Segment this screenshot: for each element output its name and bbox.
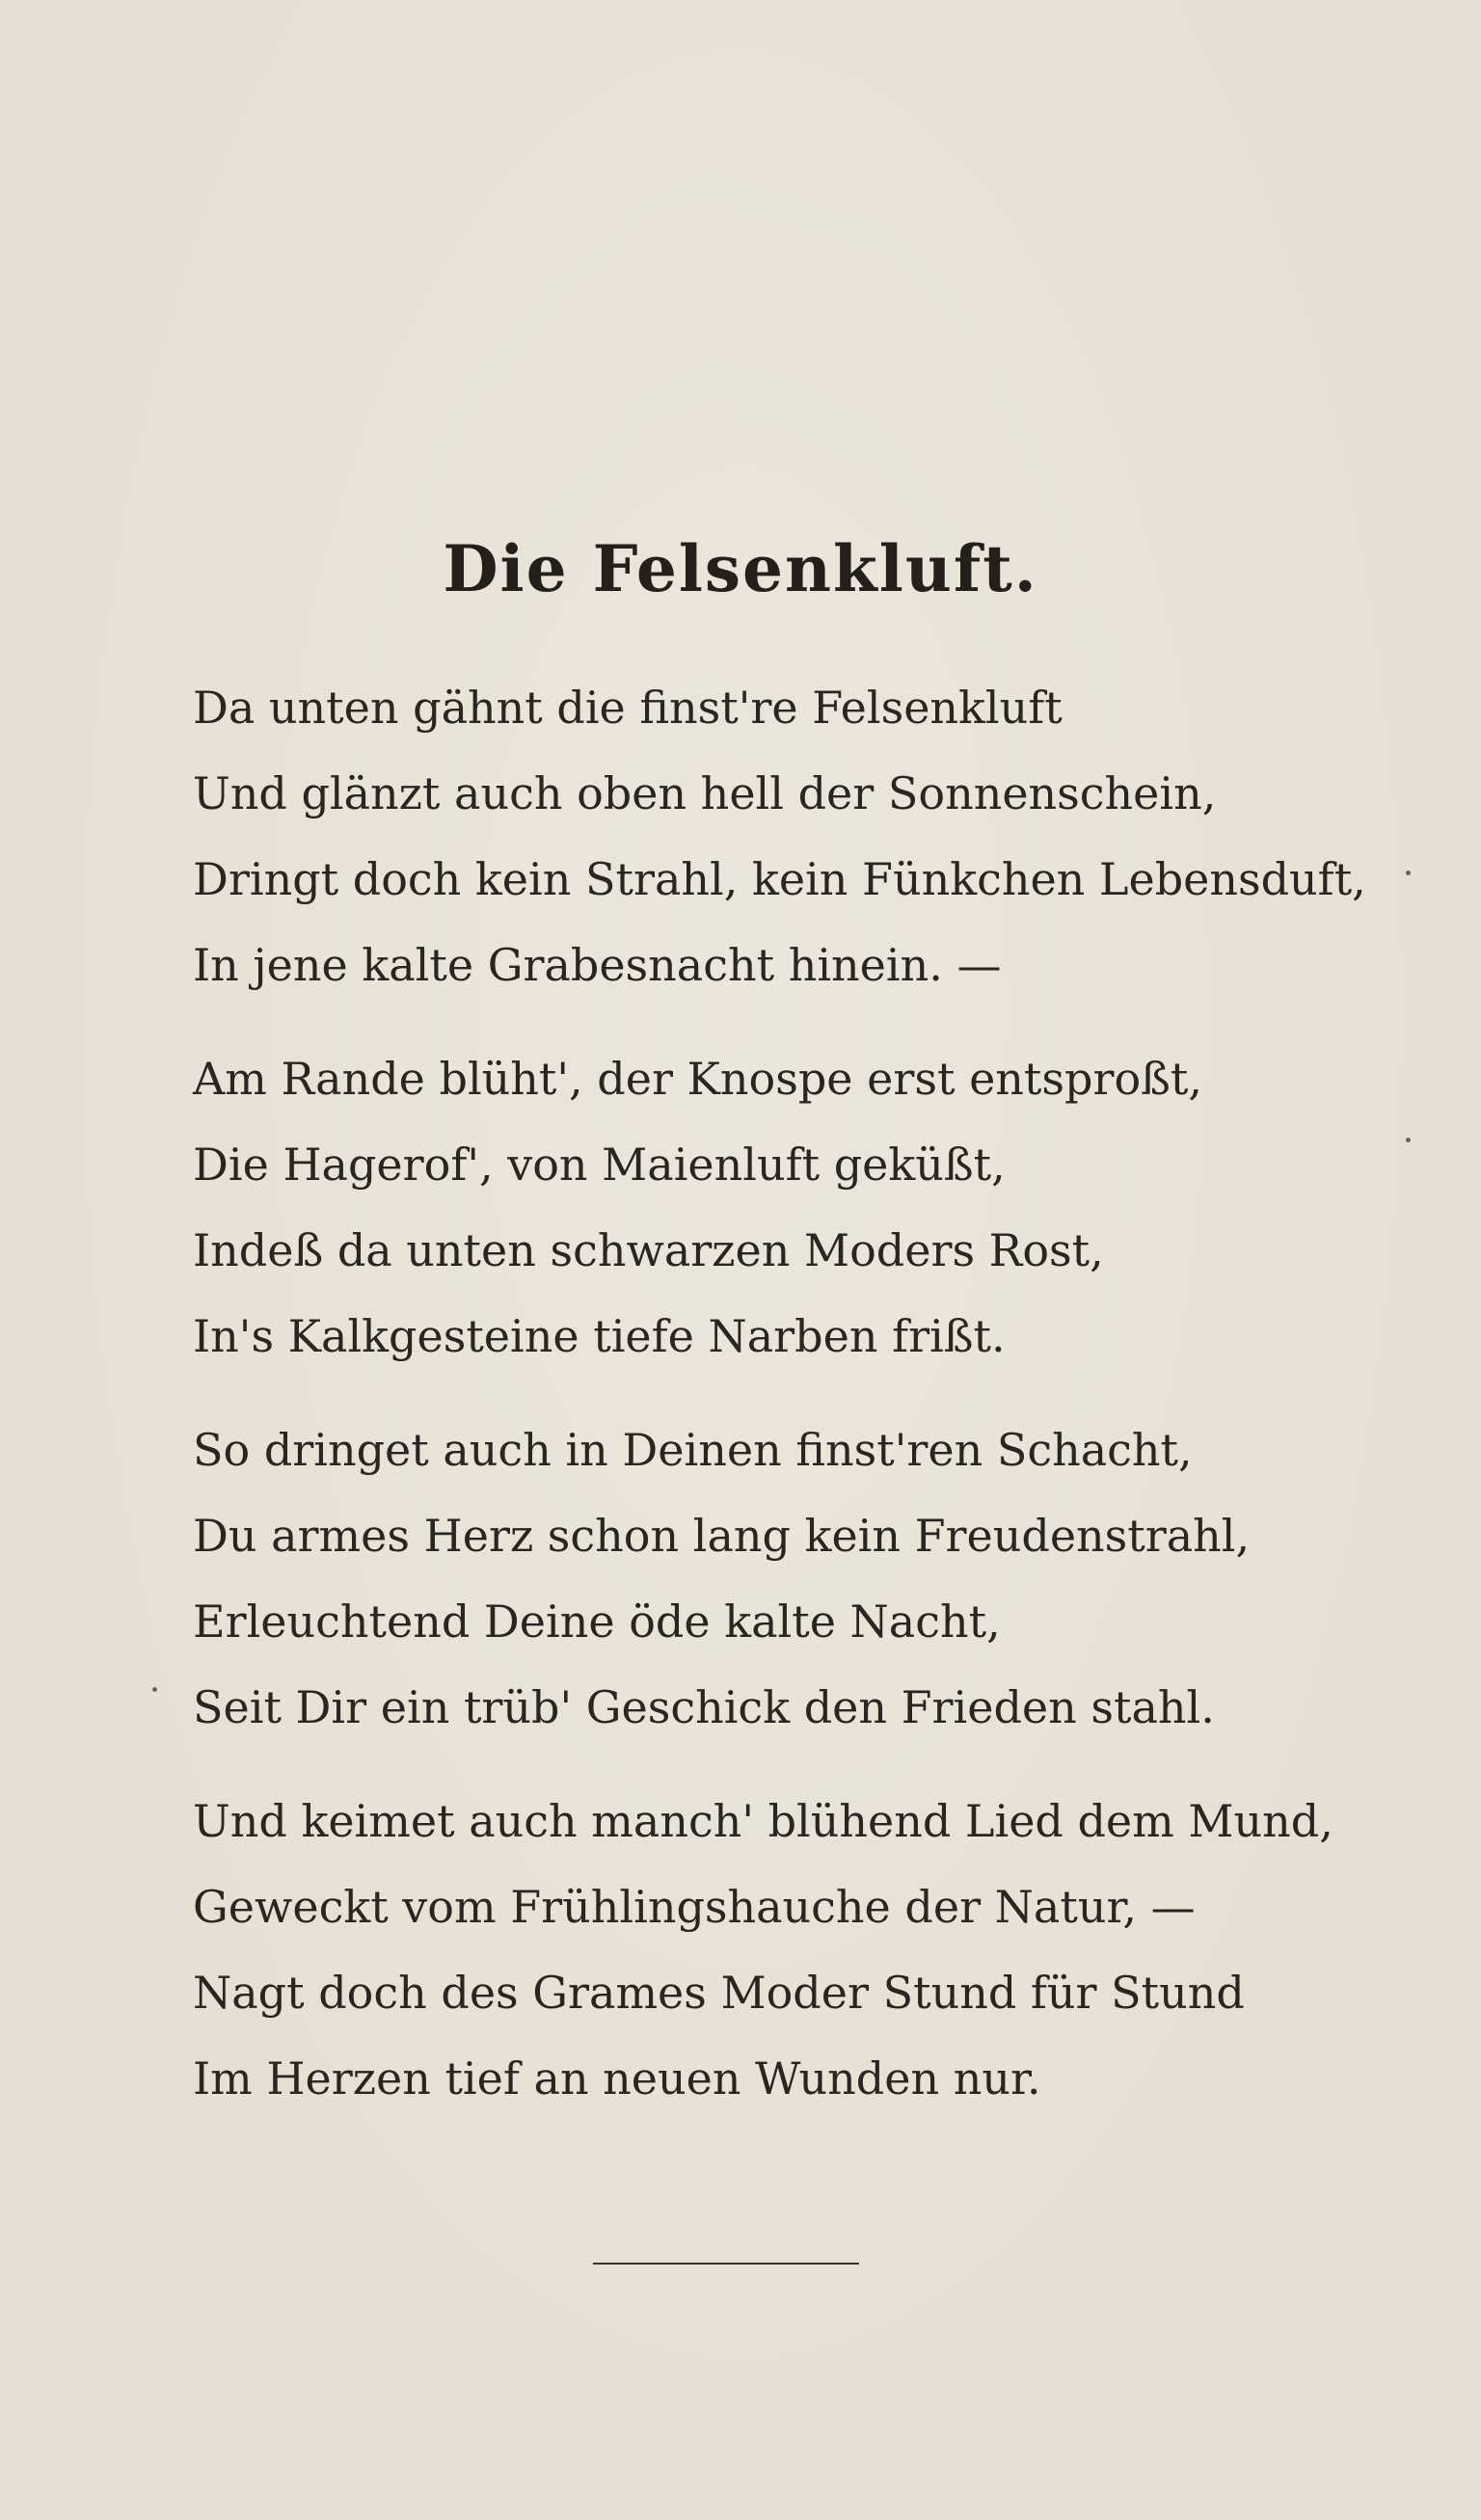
- stanza-1: [193, 665, 1366, 1008]
- end-rule: [593, 2263, 859, 2265]
- stanza-2: [193, 1036, 1202, 1380]
- paper-speck: [152, 1687, 157, 1692]
- stanza-3: [193, 1407, 1250, 1751]
- poem-line: Am Rande blüht', der Knospe erst entsproßt,: [193, 1053, 1202, 1105]
- paper-speck: [1406, 871, 1411, 875]
- paper-speck: [1406, 1138, 1411, 1142]
- poem-line: Indeß da unten schwarzen Moders Rost,: [193, 1224, 1104, 1276]
- poem-line: In jene kalte Grabesnacht hinein. —: [193, 939, 1002, 991]
- poem-line: Da unten gähnt die finst're Felsenkluft: [193, 682, 1063, 734]
- poem-line: Im Herzen tief an neuen Wunden nur.: [193, 2052, 1041, 2104]
- poem-line: So dringet auch in Deinen finst'ren Schacht,: [193, 1424, 1193, 1476]
- poem-title: Die Felsenkluft.: [443, 531, 1038, 606]
- poem-line: Und glänzt auch oben hell der Sonnenschein,: [193, 767, 1217, 819]
- poem-line: Dringt doch kein Strahl, kein Fünkchen Lebensduft,: [193, 853, 1366, 905]
- poem-line: Erleuchtend Deine öde kalte Nacht,: [193, 1595, 1001, 1648]
- poem-line: Die Hagerof', von Maienluft geküßt,: [193, 1139, 1006, 1191]
- poem-line: Und keimet auch manch' blühend Lied dem Mund,: [193, 1795, 1333, 1847]
- poem-line: In's Kalkgesteine tiefe Narben frißt.: [193, 1310, 1006, 1362]
- poem-line: Nagt doch des Grames Moder Stund für Stund: [193, 1967, 1245, 2019]
- poem-line: Du armes Herz schon lang kein Freudenstrahl,: [193, 1510, 1251, 1562]
- stanza-4: [193, 1779, 1333, 2122]
- poem-line: Geweckt vom Frühlingshauche der Natur, —: [193, 1881, 1196, 1933]
- poem-line: Seit Dir ein trüb' Geschick den Frieden stahl.: [193, 1681, 1215, 1733]
